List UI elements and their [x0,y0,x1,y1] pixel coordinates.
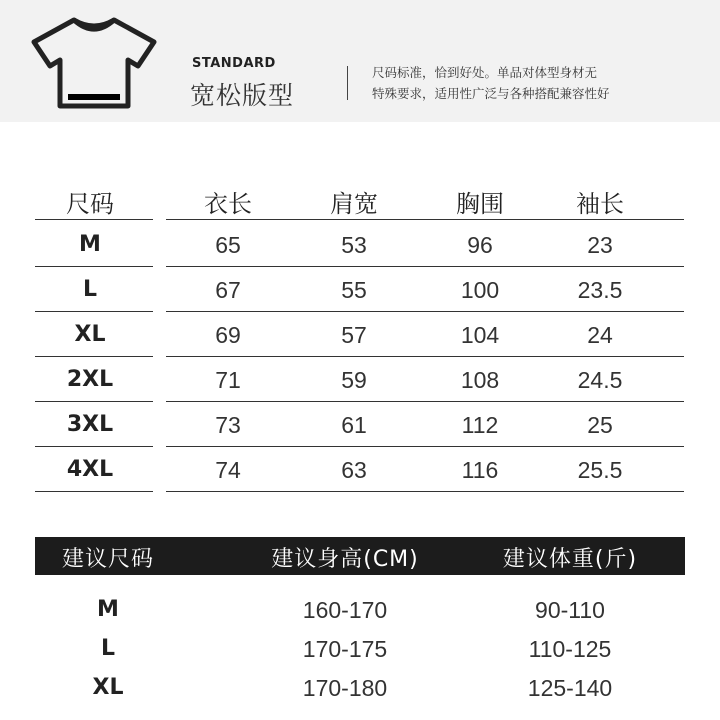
description-line: 尺码标准，恰到好处。单品对体型身材无 [372,65,598,80]
header-chest: 胸围 [456,190,504,218]
table-cell: 25.5 [577,457,623,483]
row-divider [166,219,684,220]
row-divider [35,266,153,267]
header-shoulder: 肩宽 [330,190,378,218]
row-divider [166,356,684,357]
header-recommend-height: 建议身高(CM) [271,547,419,572]
recommend-cell: 90-110 [535,597,605,623]
row-divider [35,401,153,402]
header-description [372,62,672,104]
description-line: 特殊要求，适用性广泛与各种搭配兼容性好 [372,86,610,101]
brand-title-en: STANDARD [192,56,276,71]
row-divider [166,446,684,447]
brand-title-cn: 宽松版型 [190,81,295,110]
row-divider [35,356,153,357]
header-length: 衣长 [204,190,252,218]
table-cell-size: M [79,232,101,257]
table-cell: 73 [215,412,241,438]
header-recommend-size: 建议尺码 [61,547,154,572]
table-cell-size: XL [74,322,106,347]
row-divider [35,219,153,220]
row-divider [35,446,153,447]
header-recommend-weight: 建议体重(斤) [502,547,638,572]
table-cell: 25 [587,412,613,438]
table-cell: 23 [587,232,613,258]
table-cell: 55 [341,277,367,303]
table-cell-size: 2XL [66,367,114,392]
recommend-cell-size: XL [92,675,124,700]
table-cell: 69 [215,322,241,348]
table-cell-size: 3XL [66,412,114,437]
table-cell: 96 [467,232,493,258]
row-divider [166,266,684,267]
table-cell: 57 [341,322,367,348]
table-cell: 100 [460,277,500,303]
table-cell: 104 [460,322,500,348]
table-cell: 116 [461,457,499,483]
row-divider [166,491,684,492]
table-cell: 108 [460,367,500,393]
table-cell: 24.5 [577,367,623,393]
recommend-cell: 170-175 [302,636,388,662]
table-cell: 24 [587,322,613,348]
tshirt-icon [28,12,160,112]
table-cell: 71 [215,367,241,393]
row-divider [35,311,153,312]
header-band [0,0,720,122]
table-cell-size: 4XL [66,457,114,482]
table-cell: 67 [215,277,241,303]
header-sleeve: 袖长 [576,190,624,218]
table-cell: 23.5 [577,277,623,303]
table-cell: 63 [341,457,367,483]
recommend-cell: 160-170 [302,597,388,623]
table-cell: 61 [341,412,367,438]
table-cell: 53 [341,232,367,258]
header-size: 尺码 [66,190,114,218]
row-divider [35,491,153,492]
row-divider [166,311,684,312]
recommend-cell: 110-125 [528,636,612,662]
table-cell: 65 [215,232,241,258]
header-divider [347,66,348,100]
recommend-cell-size: M [97,597,119,622]
table-cell-size: L [82,277,98,302]
table-cell: 112 [461,412,499,438]
recommend-cell: 125-140 [527,675,613,701]
table-cell: 74 [215,457,241,483]
recommend-cell-size: L [100,636,116,661]
row-divider [166,401,684,402]
recommend-cell: 170-180 [302,675,388,701]
table-cell: 59 [341,367,367,393]
